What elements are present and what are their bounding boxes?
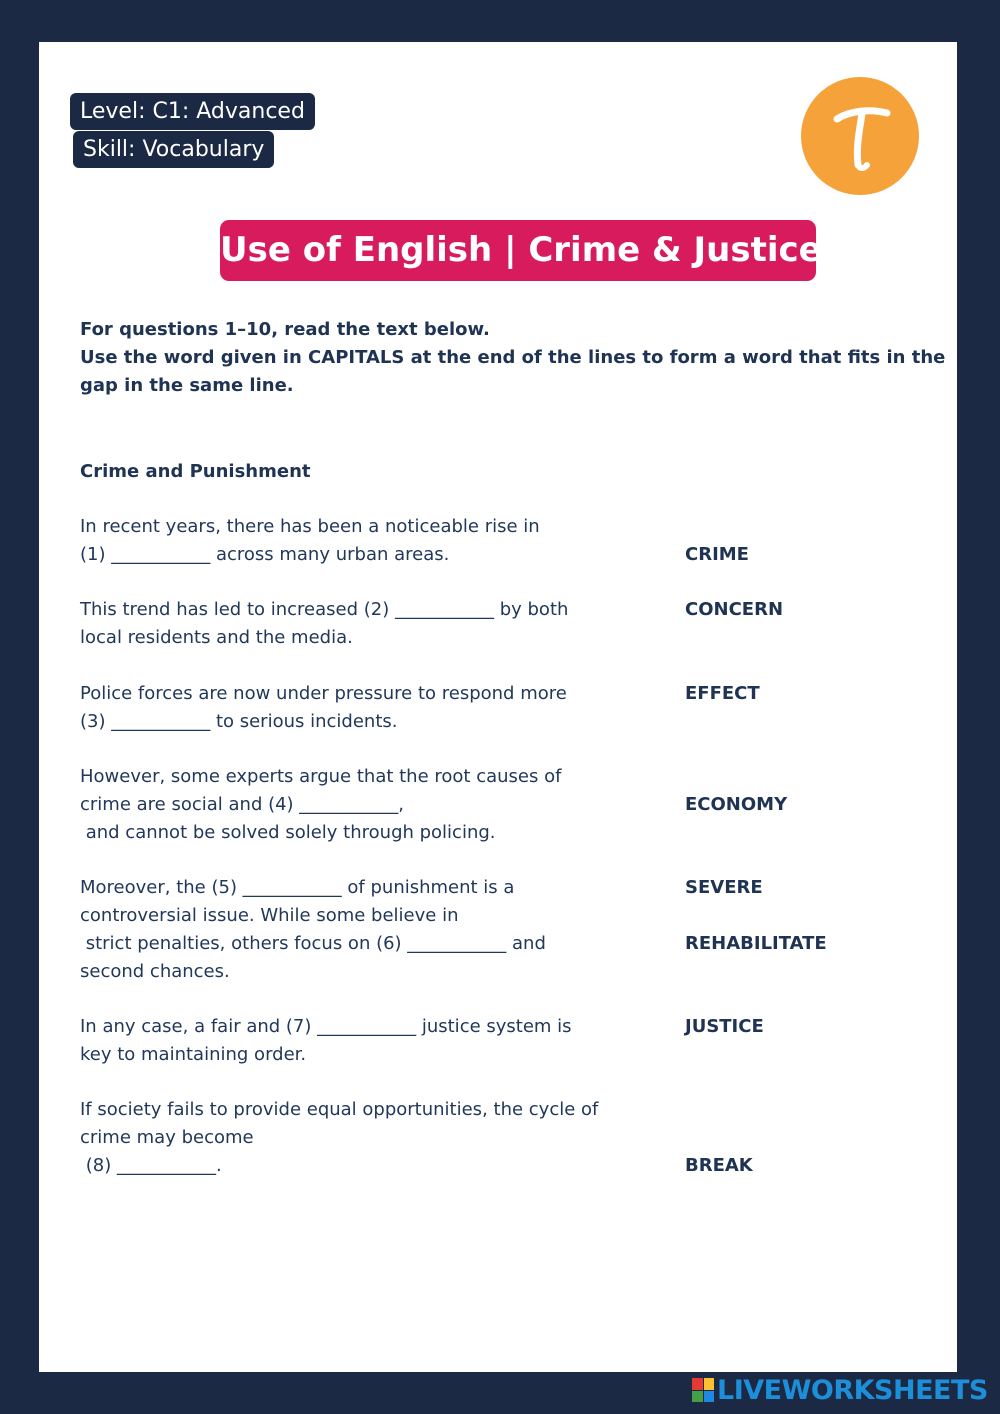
text-line-gap-1: (1) ___________ across many urban areas. xyxy=(80,544,450,565)
liveworksheets-logo-icon xyxy=(692,1378,714,1402)
text-line: In recent years, there has been a noticeable rise in xyxy=(80,516,540,537)
letter-t-icon xyxy=(801,77,919,195)
keyword-8: BREAK xyxy=(685,1155,753,1176)
liveworksheets-watermark xyxy=(692,1375,988,1405)
worksheet-page xyxy=(39,42,957,1372)
text-line: key to maintaining order. xyxy=(80,1044,307,1065)
keyword-1: CRIME xyxy=(685,544,749,565)
text-line: second chances. xyxy=(80,961,230,982)
text-line-gap-6: strict penalties, others focus on (6) ___________ and xyxy=(80,933,546,954)
keyword-3: EFFECT xyxy=(685,683,760,704)
watermark-text: LIVEWORKSHEETS xyxy=(717,1374,988,1406)
worksheet-title: Use of English | Crime & Justice xyxy=(220,220,816,281)
instruction-line: For questions 1–10, read the text below. xyxy=(80,319,490,340)
text-line-gap-3: (3) ___________ to serious incidents. xyxy=(80,711,398,732)
text-title: Crime and Punishment xyxy=(80,461,311,482)
instruction-line: Use the word given in CAPITALS at the end of the lines to form a word that fits in the xyxy=(80,347,946,368)
teacher-logo xyxy=(801,77,919,195)
instructions xyxy=(80,316,946,400)
text-line-gap-7: In any case, a fair and (7) ___________ justice system is xyxy=(80,1016,572,1037)
text-line-gap-2: This trend has led to increased (2) ___________ by both xyxy=(80,599,569,620)
text-line-gap-4: crime are social and (4) ___________, xyxy=(80,794,405,815)
text-line-gap-5: Moreover, the (5) ___________ of punishment is a xyxy=(80,877,515,898)
text-line: and cannot be solved solely through policing. xyxy=(80,822,496,843)
keyword-7: JUSTICE xyxy=(685,1016,764,1037)
keyword-6: REHABILITATE xyxy=(685,933,827,954)
text-line-gap-8: (8) ___________. xyxy=(80,1155,222,1176)
level-tag: Level: C1: Advanced xyxy=(70,93,315,130)
text-line: controversial issue. While some believe in xyxy=(80,905,459,926)
text-line: local residents and the media. xyxy=(80,627,353,648)
text-line: However, some experts argue that the root causes of xyxy=(80,766,562,787)
instruction-line: gap in the same line. xyxy=(80,375,294,396)
text-line: crime may become xyxy=(80,1127,254,1148)
keyword-4: ECONOMY xyxy=(685,794,788,815)
keyword-2: CONCERN xyxy=(685,599,784,620)
text-line: If society fails to provide equal opportunities, the cycle of xyxy=(80,1099,599,1120)
text-line: Police forces are now under pressure to respond more xyxy=(80,683,567,704)
keyword-5: SEVERE xyxy=(685,877,763,898)
skill-tag: Skill: Vocabulary xyxy=(73,131,274,168)
